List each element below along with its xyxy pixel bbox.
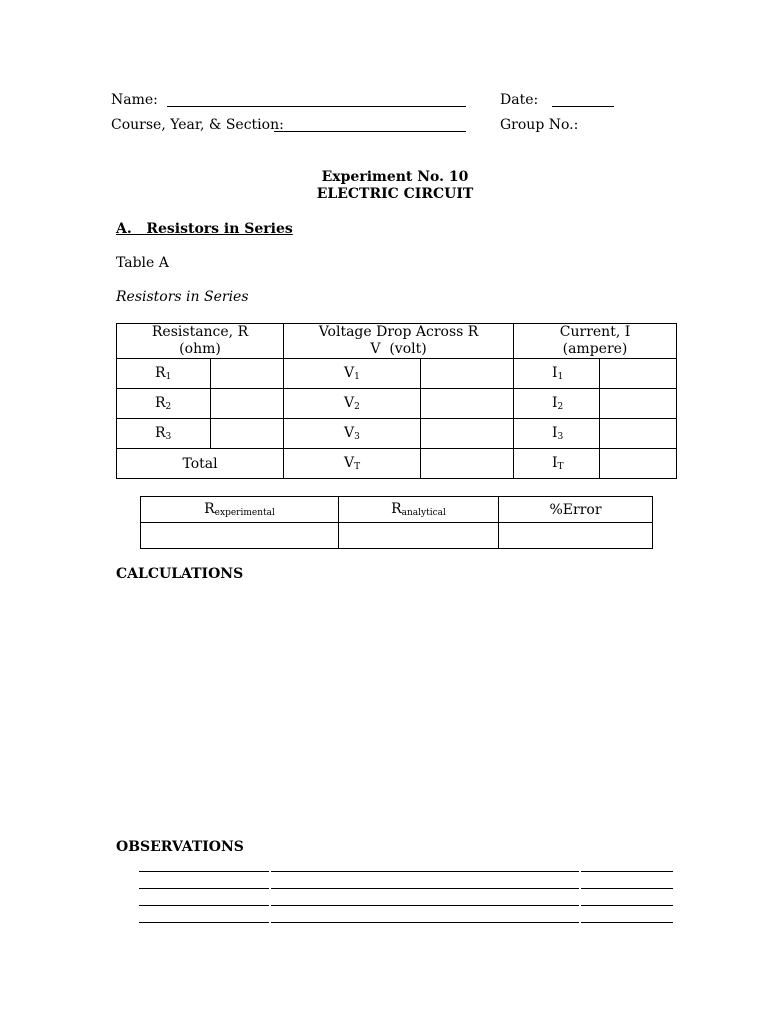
i1-value-cell[interactable] <box>600 359 677 389</box>
table-row <box>117 389 677 419</box>
group-label: Group No.: <box>500 117 579 133</box>
i2-value-cell[interactable] <box>600 389 677 419</box>
table-row <box>117 419 677 449</box>
table-b-header-row <box>141 497 653 523</box>
total-label: Total <box>117 449 284 479</box>
it-label: $I_T$ <box>514 449 600 479</box>
header-percent-error: %Error <box>499 497 653 523</box>
date-label: Date: <box>500 92 539 108</box>
i3-value-cell[interactable] <box>600 419 677 449</box>
course-label: Course, Year, & Section: <box>111 117 284 133</box>
header-resistance-line1: Resistance, R <box>151 324 249 340</box>
i3-label: $I_3$ <box>514 419 600 449</box>
r2-value-cell[interactable] <box>211 389 284 419</box>
v2-label: $V_2$ <box>284 389 421 419</box>
experiment-title: Experiment No. 10 <box>321 169 469 185</box>
v3-value-cell[interactable] <box>421 419 514 449</box>
section-a-heading: A. Resistors in Series <box>116 221 293 237</box>
table-b <box>140 496 653 549</box>
r-experimental-cell[interactable] <box>141 523 339 549</box>
header-current-line1: Current, I <box>559 324 631 340</box>
name-label: Name: <box>111 92 158 108</box>
i1-label: $I_1$ <box>514 359 600 389</box>
percent-error-cell[interactable] <box>499 523 653 549</box>
r2-label: $R_2$ <box>117 389 211 419</box>
header-current <box>514 324 677 359</box>
date-field-line[interactable] <box>552 106 614 107</box>
v2-value-cell[interactable] <box>421 389 514 419</box>
vt-label: $V_T$ <box>284 449 421 479</box>
name-field-line[interactable] <box>167 106 466 107</box>
v1-label: $V_1$ <box>284 359 421 389</box>
i2-label: $I_2$ <box>514 389 600 419</box>
r3-value-cell[interactable] <box>211 419 284 449</box>
table-a <box>116 323 677 479</box>
table-row <box>117 359 677 389</box>
table-a-header-row <box>117 324 677 359</box>
header-current-line2: (ampere) <box>562 341 628 357</box>
header-r-analytical: $R_{analytical}$ <box>339 497 499 523</box>
r3-label: $R_3$ <box>117 419 211 449</box>
header-resistance-line2: (ohm) <box>179 341 221 357</box>
observations-heading: OBSERVATIONS <box>116 839 244 855</box>
header-voltage-line2: V (volt) <box>370 341 427 357</box>
r1-value-cell[interactable] <box>211 359 284 389</box>
course-field-line[interactable] <box>274 131 466 132</box>
calculations-area[interactable] <box>116 590 676 820</box>
it-value-cell[interactable] <box>600 449 677 479</box>
header-voltage <box>284 324 514 359</box>
experiment-subtitle: ELECTRIC CIRCUIT <box>316 186 474 202</box>
table-row-total <box>117 449 677 479</box>
vt-value-cell[interactable] <box>421 449 514 479</box>
table-a-label: Table A <box>116 255 169 271</box>
table-a-caption: Resistors in Series <box>116 289 249 305</box>
r-analytical-cell[interactable] <box>339 523 499 549</box>
v3-label: $V_3$ <box>284 419 421 449</box>
v1-value-cell[interactable] <box>421 359 514 389</box>
header-resistance <box>117 324 284 359</box>
header-voltage-line1: Voltage Drop Across R <box>318 324 479 340</box>
header-r-experimental: $R_{experimental}$ <box>141 497 339 523</box>
table-row <box>141 523 653 549</box>
r1-label: $R_1$ <box>117 359 211 389</box>
calculations-heading: CALCULATIONS <box>116 566 244 582</box>
